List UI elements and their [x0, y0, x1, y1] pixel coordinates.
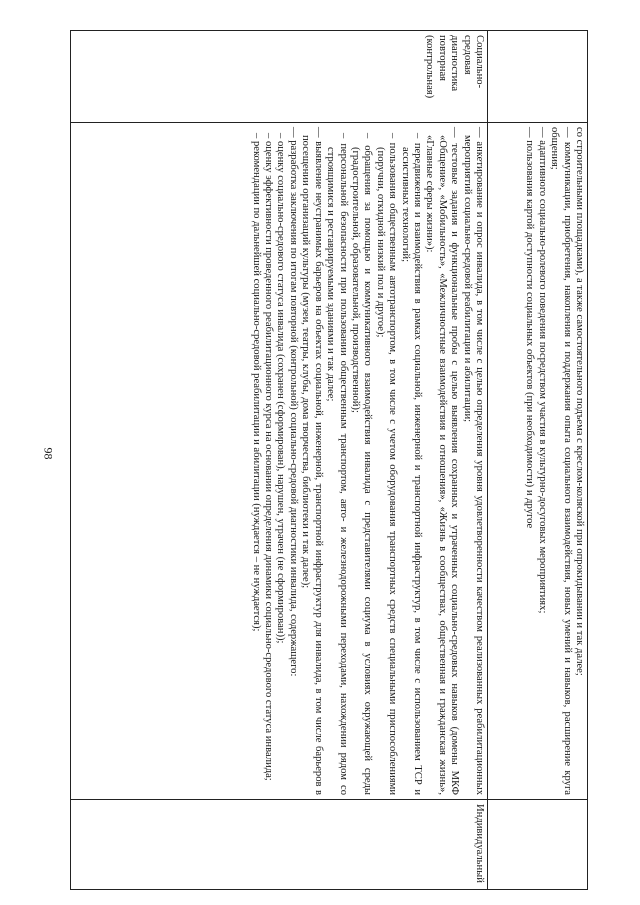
list-item: — тестовые задания и функциональные пробы с целью выявления сохранных и утраченных социально-средовых навыков (домены МКФ «Общение», «Мобильность», «Межличностные взаимодействия и отношения», «Жизнь в сообществах, общественная и гражданская жизнь», «Главные сферы жизни»): [424, 127, 461, 795]
sub-list-item: – обращения за помощью и коммуникативного взаимодействия инвалида с представителями социума в условиях окружающей среды (градостроительной, образовательной, производственной); [349, 133, 374, 795]
form-cell: Индивидуальный [71, 800, 488, 890]
list-item: — анкетирование и опрос инвалида, в том числе с целью определения уровня удовлетворенности качеством реализованных реабилитационных мероприятий социально-средовой реабилитации и абилитации; [461, 127, 485, 795]
paragraph: — адаптивного социально-ролевого поведения посредством участия в культурно-досуговых мероприятиях; [536, 127, 548, 614]
rotated-page-content [70, 30, 588, 890]
section-content-cell [71, 123, 488, 800]
paragraph: — коммуникации, приобретения, накопления и поддержания опыта социального взаимодействия, новых умений и навыков, расширение круга общения; [549, 127, 573, 795]
sub-list-item: – персональной безопасности при пользовании общественным транспортом, авто- и железнодорожными переходами, нахождении рядом со строящимися и реставрируемыми зданиями и так далее; [325, 133, 349, 795]
list-item: — выявление неустранимых барьеров на объектах социальной, инженерной, транспортной инфраструктур для инвалида, в том числе барьеров в посещении организаций культуры (музеи, театры, клубы, дома творчества, библиотеки и так далее); [300, 127, 324, 795]
paragraph: — пользования картой доступности социальных объектов (при необходимости) и другое [524, 127, 536, 529]
sub-list-item: – оценку эффективности проведенного реабилитационного курса на основании определения динамики социально-средового статуса инвалида; [263, 133, 275, 781]
sub-list-item: – передвижения и взаимодействия в рамках социальной, инженерной и транспортной инфраструктур, в том числе с использованием ТСР и ассистивных технологий; [399, 133, 423, 795]
empty-cell [488, 31, 588, 123]
sub-list-item: – оценку социально-средового статуса инвалида (сохранен (сформирован), нарушен, утрачен (не сформирован)); [275, 133, 287, 644]
section-name-cell: Социально-средовая диагностика повторная (контрольная) [71, 31, 488, 123]
sub-list-item: – пользования общественным автотранспортом, в том числе с учетом оборудования транспортных средств специальными приспособлениями (поручни, откидной низкий пол и другое); [374, 133, 399, 795]
continuation-cell [488, 123, 588, 800]
empty-cell [488, 800, 588, 890]
list-item: — разработка заключения по итогам повторной (контрольной) социально-средовой диагностики инвалида, содержащего: [287, 127, 299, 677]
sub-list-item: – рекомендации по дальнейшей социально-средовой реабилитации и абилитации (нуждается – не нуждается); [250, 133, 262, 632]
paragraph: со строительными площадками), а также самостоятельного подъема с креслом-коляской при опрокидывании и так далее; [574, 127, 585, 676]
table-row-continuation [488, 31, 588, 890]
table-row-section [71, 31, 488, 890]
measures-table [70, 30, 588, 890]
page-number: 98 [41, 447, 56, 460]
